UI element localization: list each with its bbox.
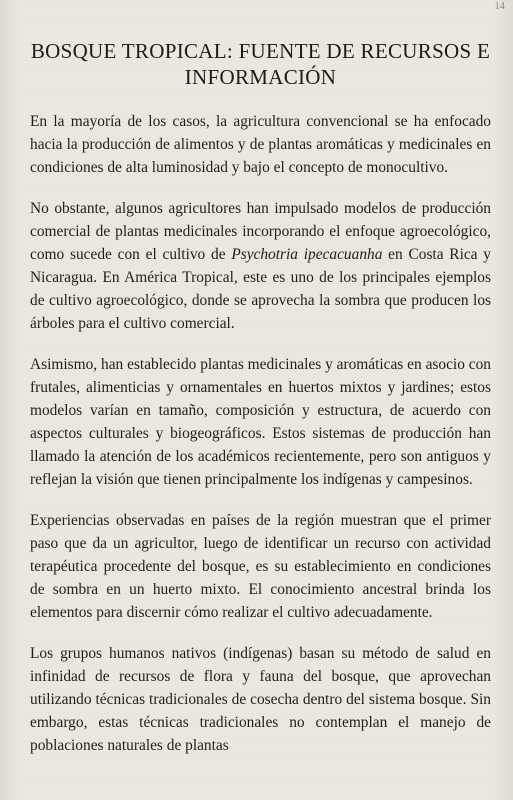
paragraph-5: Los grupos humanos nativos (indígenas) basan su método de salud en infinidad de recursos de flora y fauna del bosque, que aprovechan utilizando técnicas tradicionales de cosecha dentro del sistema bosque. Sin embargo, estas técnicas tradicionales no contemplan el manejo de poblaciones naturales de plantas [30, 645, 491, 754]
paragraph-1: En la mayoría de los casos, la agricultura convencional se ha enfocado hacia la producción de alimentos y de plantas aromáticas y medicinales en condiciones de alta luminosidad y bajo el concepto de monocultivo. [30, 113, 491, 176]
paragraph-2 [30, 197, 491, 335]
paragraph-2-text-before-species: No obstante, algunos agricultores han impulsado modelos de producción comercial de plantas medicinales incorporando el enfoque agroecológico, como sucede con el cultivo de [30, 200, 491, 263]
page-title: BOSQUE TROPICAL: FUENTE DE RECURSOS E INFORMACIÓN [30, 39, 491, 89]
species-name: Psychotria ipecacuanha [231, 246, 383, 263]
paragraph-3: Asimismo, han establecido plantas medicinales y aromáticas en asocio con frutales, alimenticias y ornamentales en huertos mixtos y jardines; estos modelos varían en tamaño, composición y estructura, de acuerdo con aspectos culturales y biogeográficos. Estos sistemas de producción han llamado la atención de los académicos recientemente, pero son antiguos y reflejan la visión que tienen principalmente los indígenas y campesinos. [30, 356, 491, 488]
page-number: 14 [494, 1, 505, 12]
paragraph-2-text-after-species: en Costa Rica y Nicaragua. En América Tropical, este es uno de los principales ejemplos de cultivo agroecológico, donde se aprovecha la sombra que producen los árboles para el cultivo comercial. [30, 246, 491, 332]
paragraph-4: Experiencias observadas en países de la región muestran que el primer paso que da un agricultor, luego de identificar un recurso con actividad terapéutica procedente del bosque, es su establecimiento en condiciones de sombra en un huerto mixto. El conocimiento ancestral brinda los elementos para discernir cómo realizar el cultivo adecuadamente. [30, 512, 491, 621]
